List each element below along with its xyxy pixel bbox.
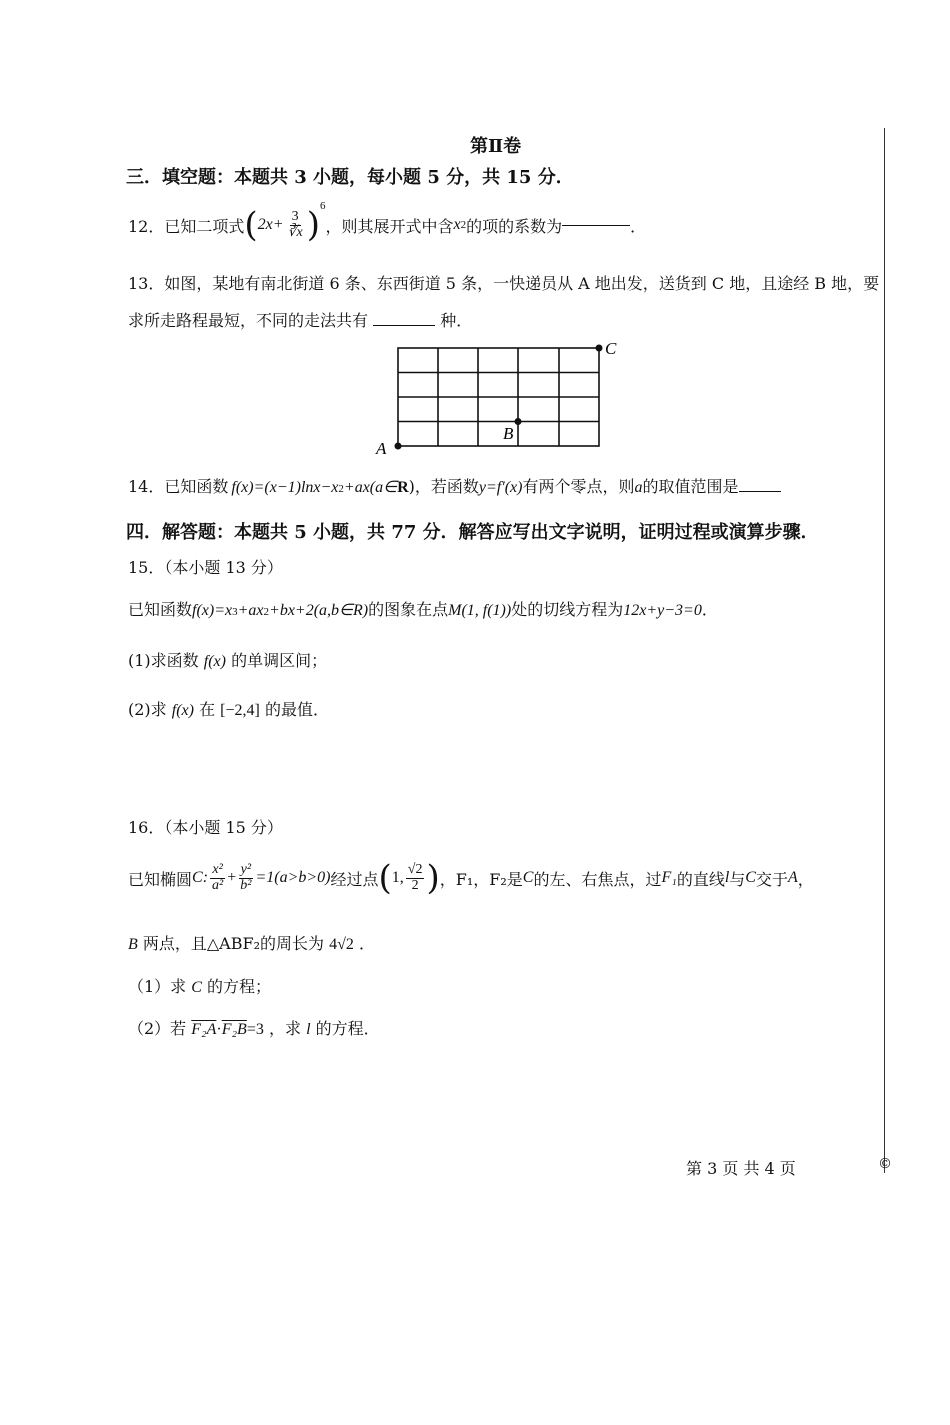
q12-number: 12． [128, 216, 165, 236]
q16-stem-end: ， [797, 869, 814, 889]
q16-p1-c: C [191, 979, 202, 996]
q14-answer-blank[interactable] [739, 490, 781, 492]
q14-rest: +ax(a∈ [343, 479, 398, 496]
q14-close: )，若函数 [408, 477, 479, 496]
q15-stem [128, 597, 718, 620]
q12-open-paren: ( [244, 205, 258, 245]
label-a: A [376, 439, 387, 458]
q16-part1 [128, 974, 271, 997]
q15-p2-f: f(x) [171, 702, 194, 719]
q16-frac-x-den: a² [212, 877, 224, 893]
q16-pt-1: 1, [391, 869, 404, 886]
q15-cube: 3 [232, 606, 238, 618]
q12-fraction [286, 210, 305, 240]
q16-c: C: [192, 869, 209, 886]
q13-answer-blank[interactable] [373, 324, 435, 326]
q16-eq: =3 [246, 1021, 264, 1038]
q16-p2-post: ，求 [268, 1019, 301, 1038]
margin-rule [884, 128, 885, 1173]
q12-tail: 的项的系数为 [466, 216, 563, 236]
q15-p1-pre: (1)求函数 [128, 651, 199, 670]
q14-bold-r: R [397, 479, 409, 496]
part3-heading: 三．填空题：本题共 3 小题，每小题 5 分，共 15 分． [126, 167, 574, 188]
q15-p2-interval: [−2,4] [220, 702, 260, 719]
q15-p2-mid: 在 [199, 700, 216, 719]
q16-stem-tail2: 的直线 [676, 869, 725, 889]
point-b [515, 418, 522, 425]
q14-tail: 有两个零点，则 [522, 477, 635, 496]
q16-p2: （2）若 [128, 1019, 187, 1038]
q12-x: x [453, 216, 461, 233]
q12-close-paren: ) [306, 205, 320, 245]
q15-title: 15．（本小题 13 分） [128, 558, 283, 577]
q16-stem-mid: 经过点 [330, 869, 379, 889]
q12-x-exp: 2 [460, 219, 467, 231]
q13-line2 [128, 308, 472, 331]
q16-stem-pre: 已知椭圆 [128, 869, 193, 889]
q15-p2-post: 的最值． [264, 700, 329, 719]
q16-stem-tail3: 与 [729, 869, 746, 889]
q15-stem-end: ． [701, 600, 718, 619]
q15-func: f(x)=x [192, 602, 233, 619]
q16-stem-tail: 的左、右焦点，过 [533, 869, 662, 889]
q16-title: 16．（本小题 15 分） [128, 818, 283, 837]
q16-line2-end: ． [358, 934, 375, 953]
q15-sq: 2 [263, 606, 270, 618]
q16-line2-mid: 两点，且△ABF₂的周长为 [142, 934, 325, 953]
point-a [395, 443, 402, 450]
q15-p2-pre: (2)求 [128, 700, 167, 719]
q16-plus: + [227, 869, 237, 886]
q12-post: ，则其展开式中含 [325, 216, 454, 236]
q16-p1-post: 的方程； [207, 977, 272, 996]
q16-cond: =1(a>b>0) [255, 869, 331, 886]
q16-c2: C [522, 869, 534, 886]
q16-stem [128, 852, 814, 904]
label-b: B [503, 424, 514, 443]
q16-f1: F₁ [661, 869, 677, 886]
q16-pt-den: 2 [411, 877, 419, 893]
page-number: 第 3 页 共 4 页 [686, 1159, 796, 1178]
q15-stem-tail: 处的切线方程为 [511, 600, 624, 619]
street-grid-figure [370, 336, 630, 460]
q12-answer-blank[interactable] [562, 224, 630, 226]
q15-ax: +ax [237, 602, 264, 619]
q14-a: a [634, 479, 643, 496]
q16-p1: （1）求 [128, 977, 187, 996]
q16-open-paren: ( [378, 858, 392, 898]
q16-frac-y [238, 863, 253, 893]
q16-frac-y-den: b² [240, 877, 252, 893]
q12-pre: 已知二项式 [164, 216, 245, 236]
q16-vec1: F₂A [191, 1021, 217, 1038]
q16-pt-num: √2 [407, 861, 423, 877]
q16-foci: ，F₁，F₂是 [439, 869, 523, 889]
section-title: 第Ⅱ卷 [470, 136, 522, 157]
q16-b-point: B [128, 936, 138, 953]
question-14 [128, 474, 781, 497]
q16-line2 [128, 931, 375, 954]
q12-end: ． [630, 216, 647, 236]
q14-sq: 2 [338, 483, 344, 495]
q15-stem-pre: 已知函数 [128, 600, 193, 619]
q12-exponent: 6 [319, 200, 326, 212]
q14-number: 14． [128, 477, 165, 496]
q16-c3: C [745, 869, 756, 886]
q16-stem-tail4: 交于 [755, 869, 788, 889]
q13-line2-pre: 求所走路程最短，不同的走法共有 [128, 311, 369, 330]
q16-frac-y-num: y² [240, 861, 252, 877]
q12-frac-num: 3 [291, 208, 299, 224]
q12-expr: 2x+ [257, 216, 284, 233]
q15-part2 [128, 697, 329, 720]
part4-heading: 四．解答题：本题共 5 小题，共 77 分．解答应写出文字说明，证明过程或演算步骤． [126, 522, 819, 543]
q15-rest: +bx+2(a,b∈R) [269, 602, 369, 619]
label-c: C [605, 339, 617, 358]
question-12 [128, 198, 646, 252]
q15-point: M(1, f(1)) [448, 602, 512, 619]
grid-lines [398, 348, 599, 446]
q15-stem-mid: 的图象在点 [368, 600, 449, 619]
q15-tangent: 12x+y−3=0 [623, 602, 702, 619]
q16-pt-frac [406, 863, 425, 893]
edge-mark: © [878, 1156, 892, 1172]
q14-tail2: 的取值范围是 [642, 477, 739, 496]
q14-func: f(x)=(x−1)lnx−x [231, 479, 339, 496]
q15-p1-post: 的单调区间； [231, 651, 328, 670]
q16-frac-x-num: x² [212, 861, 223, 877]
q16-frac-x [210, 863, 225, 893]
point-c [596, 345, 603, 352]
q16-l: l [724, 869, 730, 886]
q16-p2-l: l [306, 1021, 311, 1038]
q13-line1: 13．如图，某地有南北街道 6 条、东西街道 5 条，一快递员从 A 地出发，送货到 C 地，且途经 B 地，要 [128, 274, 880, 293]
q12-frac-den: ∛x [287, 224, 303, 240]
q16-close-paren: ) [426, 858, 440, 898]
q13-line2-post: 种． [440, 311, 473, 330]
q14-pre: 已知函数 [164, 477, 229, 496]
q14-deriv: y=f′(x) [478, 479, 523, 496]
q16-dot: · [216, 1021, 222, 1038]
q16-perimeter: 4√2 [329, 936, 354, 953]
q16-part2 [128, 1016, 380, 1039]
q15-p1-f: f(x) [203, 653, 226, 670]
q16-p2-end: 的方程． [315, 1019, 380, 1038]
q16-a-point: A [787, 869, 798, 886]
q16-vec2: F₂B [221, 1021, 247, 1038]
q15-part1 [128, 648, 327, 671]
